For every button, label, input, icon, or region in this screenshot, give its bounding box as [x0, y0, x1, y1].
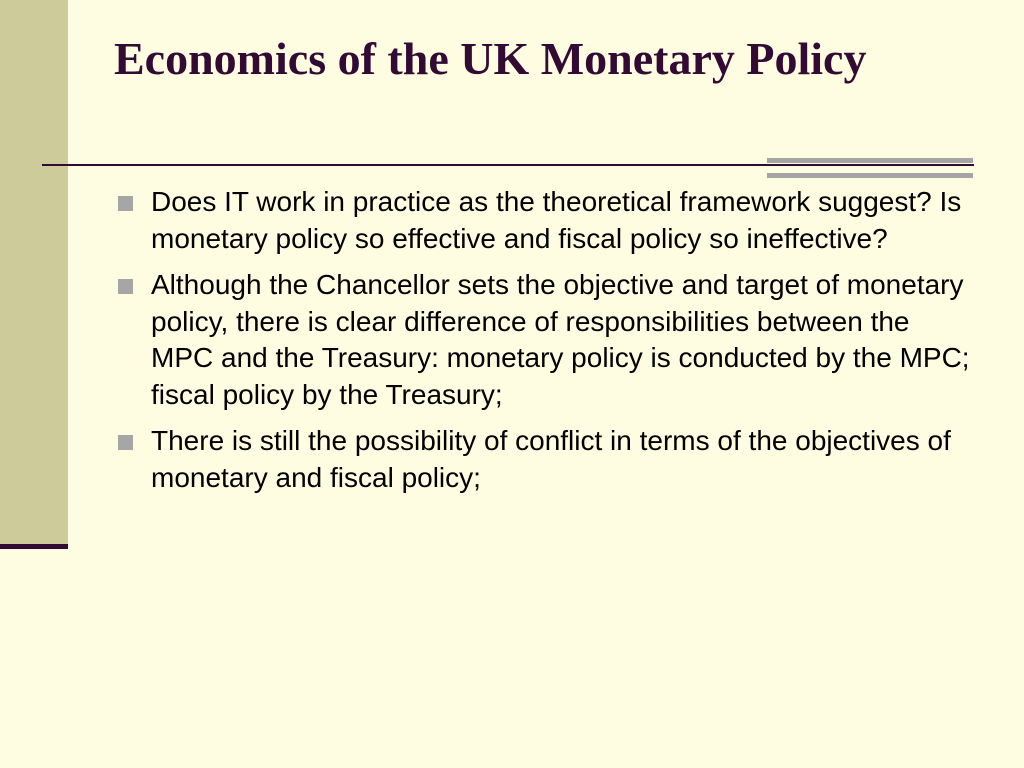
accent-bar-bottom [767, 173, 973, 178]
square-bullet-icon [118, 279, 133, 294]
left-band-rule [0, 544, 68, 549]
slide-title: Economics of the UK Monetary Policy [114, 33, 867, 84]
square-bullet-icon [118, 435, 133, 450]
bullet-item [114, 184, 974, 257]
left-decorative-band [0, 0, 68, 545]
title-divider [42, 164, 974, 166]
bullet-text: Does IT work in practice as the theoretical framework suggest? Is monetary policy so effective and fiscal policy so ineffective? [151, 186, 962, 254]
square-bullet-icon [118, 196, 133, 211]
accent-bar-top [767, 158, 973, 163]
bullet-list [114, 184, 974, 506]
bullet-text: Although the Chancellor sets the objective and target of monetary policy, there is clear difference of responsibilities between the MPC and the Treasury: monetary policy is conducted by the MPC; fiscal policy by the Treasury; [151, 269, 970, 410]
bullet-item [114, 267, 974, 413]
bullet-text: There is still the possibility of conflict in terms of the objectives of monetary and fiscal policy; [151, 425, 951, 493]
bullet-item [114, 423, 974, 496]
